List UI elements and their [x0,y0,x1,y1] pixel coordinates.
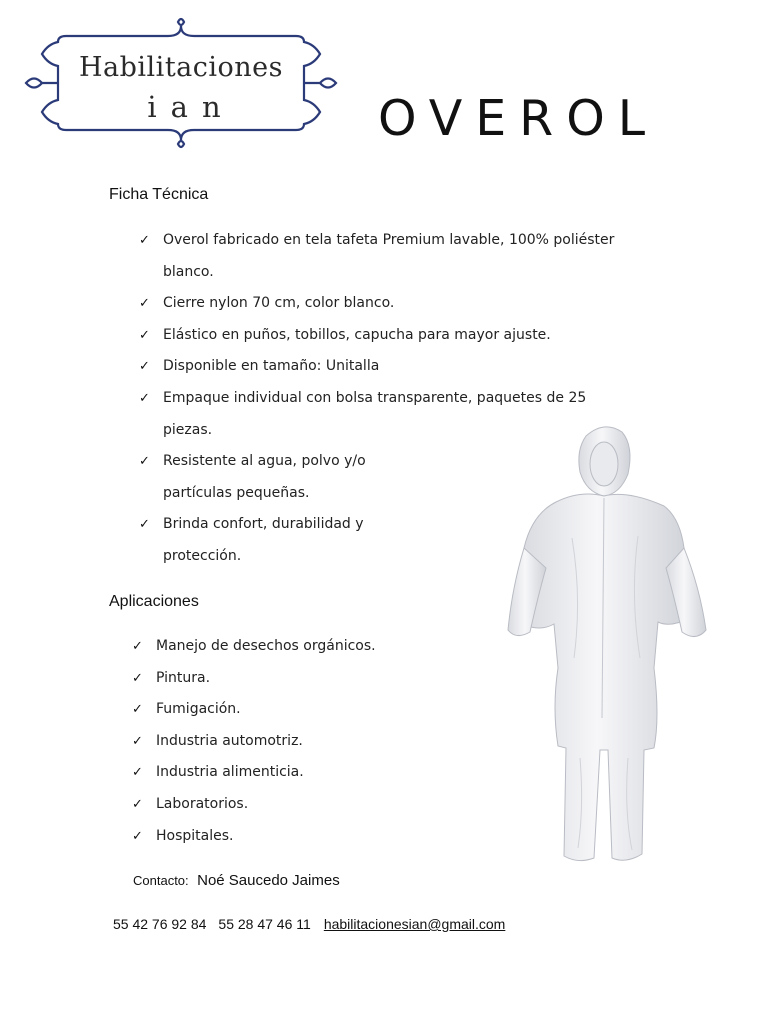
list-item [139,320,649,352]
app-item: Industria alimenticia. [156,764,304,781]
phone-number-2: 55 28 47 46 11 [218,916,311,932]
list-item [132,631,452,663]
email-link[interactable]: habilitacionesian@gmail.com [323,916,506,932]
contact-name: Noé Saucedo Jaimes [197,872,340,889]
list-item [132,694,452,726]
logo-frame [18,14,344,152]
list-item [132,726,452,758]
app-item: Laboratorios. [156,795,249,812]
logo-text-line1: Habilitaciones [78,52,283,83]
coverall-image [494,418,734,868]
checkmark-icon: ✓ [139,454,150,470]
checkmark-icon: ✓ [139,390,150,406]
checkmark-icon: ✓ [132,702,143,718]
contact-label: Contacto: [133,873,189,888]
checkmark-icon: ✓ [132,670,143,686]
list-item [139,509,403,572]
app-item: Industria automotriz. [156,732,303,749]
list-item [132,757,452,789]
page-title: OVEROL [378,90,659,147]
checkmark-icon: ✓ [139,233,150,248]
checkmark-icon: ✓ [139,296,150,312]
checkmark-icon: ✓ [139,359,150,375]
spec-item: Disponible en tamaño: Unitalla [163,358,380,375]
coverall-illustration [494,418,734,868]
list-item [139,288,649,320]
app-item: Hospitales. [156,827,234,844]
logo-text-line2: ian [147,90,235,124]
checkmark-icon: ✓ [132,828,143,844]
apps-heading: Aplicaciones [109,593,199,610]
list-item [139,225,649,288]
spec-item: Brinda confort, durabilidad y protección. [163,516,364,564]
checkmark-icon: ✓ [139,327,150,343]
spec-item: Cierre nylon 70 cm, color blanco. [163,295,395,312]
contact-line [133,872,340,890]
phone-number-1: 55 42 76 92 84 [113,916,207,932]
list-item [139,351,649,383]
checkmark-icon: ✓ [139,517,150,533]
apps-list [132,631,452,852]
spec-item: Elástico en puños, tobillos, capucha para mayor ajuste. [163,326,551,343]
checkmark-icon: ✓ [132,733,143,749]
list-item [132,789,452,821]
spec-item: Resistente al agua, polvo y/o partículas pequeñas. [163,453,366,501]
contact-details [113,916,505,932]
company-logo [18,14,344,152]
list-item [132,663,452,695]
checkmark-icon: ✓ [132,796,143,812]
spec-item: Overol fabricado en tela tafeta Premium lavable, 100% poliéster blanco. [163,232,615,280]
spec-heading: Ficha Técnica [109,186,209,203]
list-item [132,821,452,853]
checkmark-icon: ✓ [132,765,143,781]
app-item: Pintura. [156,669,211,686]
list-item [139,446,413,509]
checkmark-icon: ✓ [132,639,143,654]
app-item: Manejo de desechos orgánicos. [156,638,376,654]
app-item: Fumigación. [156,701,241,718]
spec-item: Empaque individual con bolsa transparente, paquetes de 25 piezas. [163,389,587,438]
